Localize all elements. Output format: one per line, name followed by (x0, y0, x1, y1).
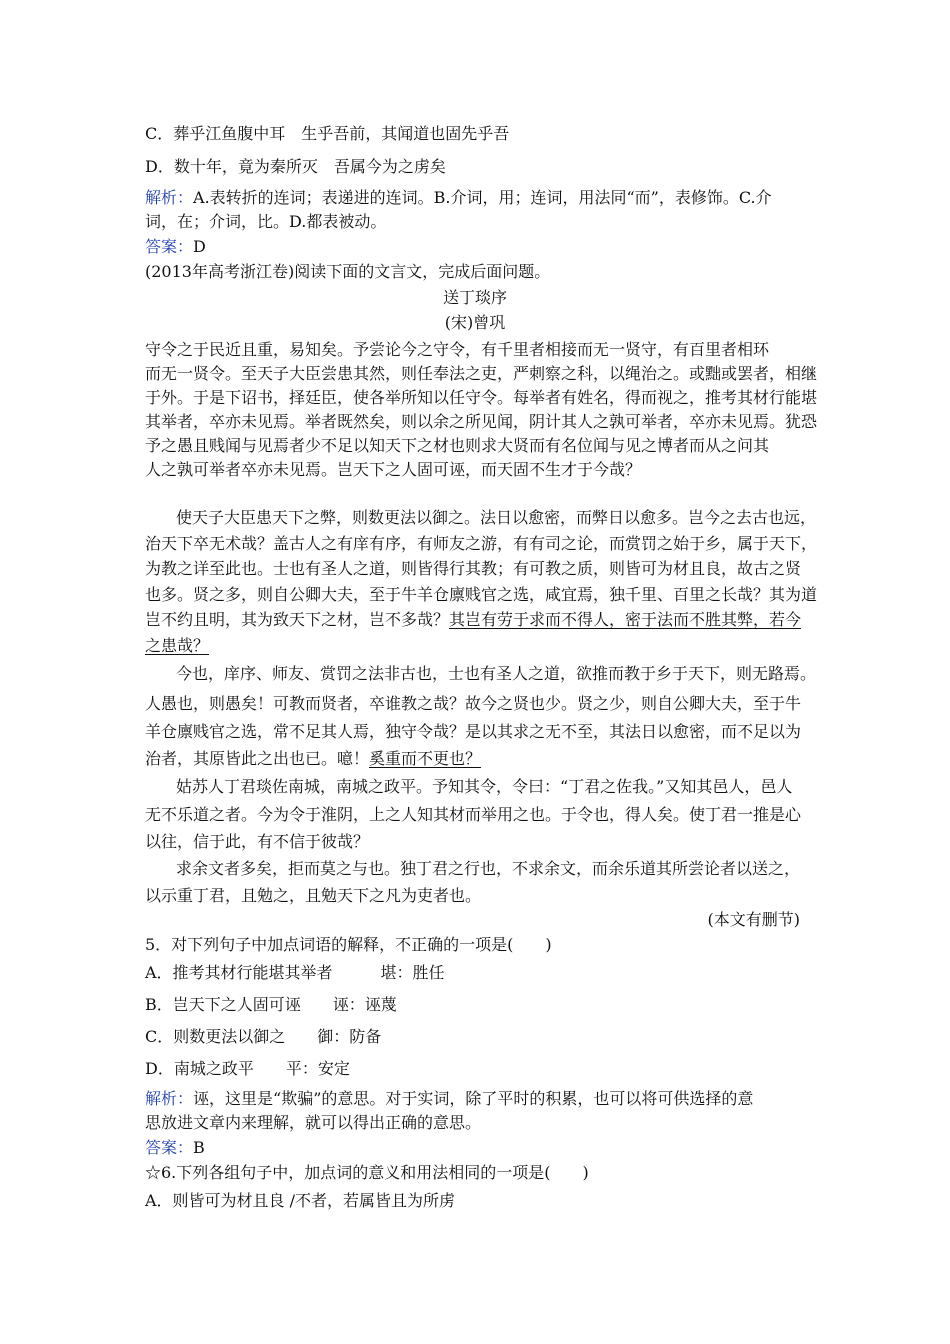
line-text: 姑苏人丁君琰佐南城，南城之政平。予知其令，令曰：“丁君之佐我。”又知其邑人，邑人 (176, 777, 793, 796)
line-text: 无不乐道之者。今为令于淮阴，上之人知其材而举用之也。于令也，得人矣。使丁君一推是心 (145, 805, 802, 824)
text-line (145, 1059, 350, 1079)
underlined-sentence: 奚重而不更也？ (369, 749, 482, 768)
text-line (145, 262, 550, 282)
line-text: 治天下卒无术哉？盖古人之有庠有序，有师友之游，有有司之论，而赏罚之始于乡，属于天下， (145, 534, 818, 553)
line-text: C．则数更法以御之 御：防备 (145, 1027, 382, 1046)
answer-label: 答案： (145, 1138, 194, 1157)
line-text: 其举者，卒亦未见焉。举者既然矣，则以余之所见闻，阴计其人之孰可举者，卒亦未见焉。犹恐 (145, 412, 818, 431)
text-line (145, 1027, 381, 1047)
line-text: 人之孰可举者卒亦未见焉。岂天下之人固可诬，而天固不生才于今哉？ (145, 460, 642, 479)
underlined-sentence: 之患哉？ (145, 636, 210, 655)
text-line (145, 832, 369, 852)
text-line (176, 859, 800, 879)
text-line (145, 749, 481, 769)
line-text: 思放进文章内来理解，就可以得出正确的意思。 (145, 1113, 482, 1132)
text-line (145, 805, 801, 825)
line-text: B．岂天下之人固可诬 诬：诬蔑 (145, 995, 397, 1014)
answer-label: 解析： (145, 188, 194, 207)
text-line (145, 963, 445, 983)
text-line (145, 534, 817, 554)
line-text: 岂不约且明，其为致天下之材，岂不多哉？ (145, 610, 450, 629)
line-text: 守令之于民近且重，易知矣。予尝论今之守令，有千里者相接而无一贤守，有百里者相环 (145, 340, 770, 359)
text-line (145, 995, 397, 1015)
line-text: 治者，其原皆此之出也已。噫！ (145, 749, 370, 768)
text-line (145, 886, 481, 906)
text-line (145, 388, 817, 408)
text-line (145, 1191, 455, 1211)
line-text: D．南城之政平 平：安定 (145, 1059, 350, 1078)
line-text: D．数十年，竟为秦所灭 吾属今为之虏矣 (145, 157, 446, 176)
text-line (145, 124, 509, 144)
text-line (145, 935, 552, 955)
answer-label: 解析： (145, 1089, 194, 1108)
line-text: A.表转折的连词；表递进的连词。B.介词，用；连词，用法同“而”，表修饰。C.介 (193, 188, 772, 207)
text-line (145, 694, 801, 714)
text-line (176, 508, 816, 528)
text-line (145, 585, 817, 605)
text-line (145, 340, 769, 360)
text-line (145, 237, 206, 257)
text-line (176, 777, 792, 797)
text-line (145, 157, 446, 177)
line-text: 求余文者多矣，拒而莫之与也。独丁君之行也，不求余文，而余乐道其所尝论者以送之， (176, 859, 801, 878)
text-line (145, 188, 772, 208)
text-line (145, 1138, 205, 1158)
abridged-note: (本文有删节) (707, 910, 800, 929)
line-text: D (193, 237, 206, 256)
essay-author: (宋)曾巩 (444, 313, 506, 332)
line-text: 以示重丁君，且勉之，且勉天下之凡为吏者也。 (145, 886, 482, 905)
text-line (145, 559, 801, 579)
line-text: 于外。于是下诏书，择廷臣，使各举所知以任守令。每举者有姓名，得而视之，推考其材行能堪 (145, 388, 818, 407)
line-text: 今也，庠序、师友、赏罚之法非古也，士也有圣人之道，欲推而教于乡于天下，则无路焉。 (176, 664, 817, 683)
essay-title: 送丁琰序 (442, 288, 507, 307)
text-line (145, 364, 817, 384)
line-text: ☆6.下列各组句子中，加点词的意义和用法相同的一项是( ) (145, 1163, 589, 1182)
line-text: 予之愚且贱闻与见焉者少不足以知天下之材也则求大贤而有名位闻与见之博者而从之问其 (145, 436, 770, 455)
text-line (145, 610, 801, 630)
line-text: 词，在；介词，比。D.都表被动。 (145, 212, 387, 231)
line-text: 为教之详至此也。士也有圣人之道，则皆得行其教；有可教之质，则皆可为材且良，故古之贤 (145, 559, 802, 578)
line-text: A．则皆可为材且良 /不者，若属皆且为所虏 (145, 1191, 456, 1210)
underlined-sentence: 其岂有劳于求而不得人，密于法而不胜其弊，若今 (449, 610, 802, 629)
line-text: 诬，这里是“欺骗”的意思。对于实词，除了平时的积累，也可以将可供选择的意 (193, 1089, 754, 1108)
line-text: 而无一贤令。至天子大臣尝患其然，则任奉法之吏，严刺察之科，以绳治之。或黜或罢者，相继 (145, 364, 818, 383)
text-line (145, 1089, 753, 1109)
text-line (145, 1163, 589, 1183)
line-text: 以往，信于此，有不信于彼哉？ (145, 832, 370, 851)
text-line (145, 436, 769, 456)
text-line (145, 212, 386, 232)
text-line (145, 460, 641, 480)
text-line (145, 1113, 481, 1133)
line-text: A．推考其材行能堪其举者 堪：胜任 (145, 963, 445, 982)
line-text: C．葬乎江鱼腹中耳 生乎吾前，其闻道也固先乎吾 (145, 124, 510, 143)
line-text: 使天子大臣患天下之弊，则数更法以御之。法日以愈密，而弊日以愈多。岂今之去古也远， (176, 508, 817, 527)
text-line (145, 412, 817, 432)
line-text: B (193, 1138, 205, 1157)
answer-label: 答案： (145, 237, 194, 256)
text-line (176, 664, 816, 684)
line-text: 羊仓廪贱官之选，常不足其人焉，独守令哉？是以其求之无不至，其法日以愈密，而不足以为 (145, 722, 802, 741)
line-text: 也多。贤之多，则自公卿大夫，至于牛羊仓廪贱官之选，咸宜焉，独千里、百里之长哉？其为道 (145, 585, 818, 604)
text-line (145, 722, 801, 742)
text-line (145, 636, 209, 656)
line-text: 5．对下列句子中加点词语的解释，不正确的一项是( ) (145, 935, 552, 954)
line-text: 人愚也，则愚矣！可教而贤者，卒谁教之哉？故今之贤也少。贤之少，则自公卿大夫，至于牛 (145, 694, 802, 713)
line-text: (2013年高考浙江卷)阅读下面的文言文，完成后面问题。 (145, 262, 551, 281)
